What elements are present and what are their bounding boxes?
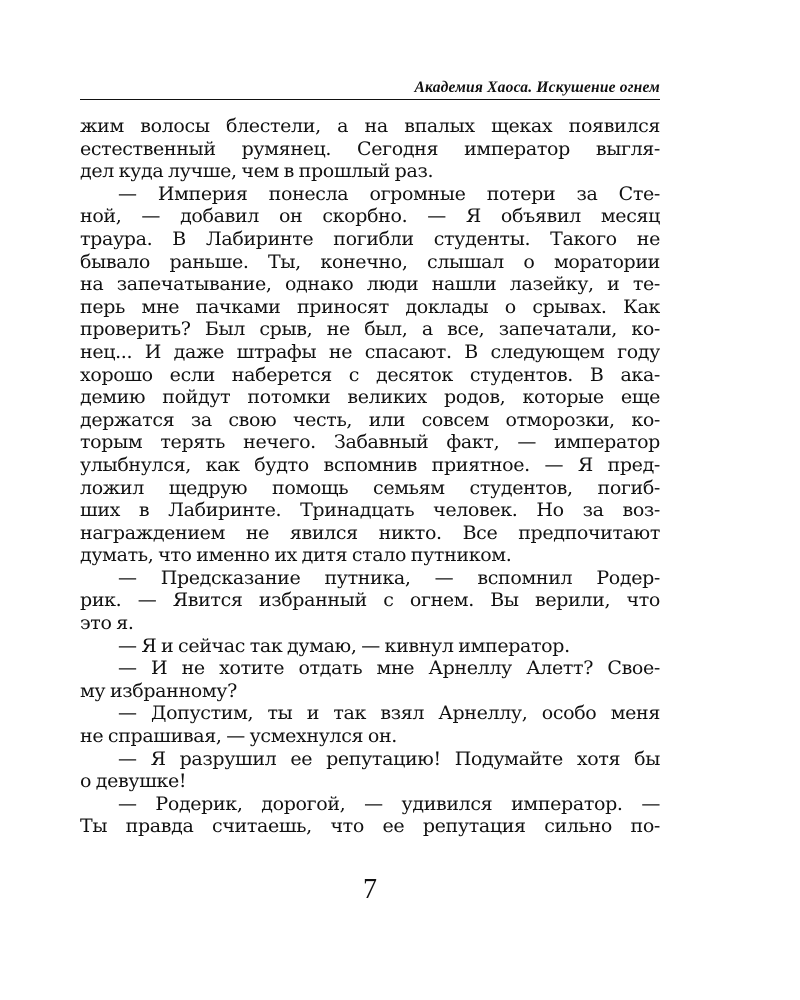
text-line: не спрашивая, — усмехнулся он. <box>80 725 397 748</box>
text-line: рик. — Явится избранный с огнем. Вы верили, что <box>80 589 660 612</box>
text-line: — Предсказание путника, — вспомнил Родер- <box>118 566 660 589</box>
text-line: — Я и сейчас так думаю, — кивнул император. <box>118 634 570 657</box>
text-line: ших в Лабиринте. Тринадцать человек. Но за воз- <box>80 499 660 522</box>
text-line: на запечатывание, однако люди нашли лазейку, и те- <box>80 273 660 296</box>
text-line: — Допустим, ты и так взял Арнеллу, особо меня <box>118 702 660 725</box>
text-line: — Родерик, дорогой, — удивился император. — <box>118 792 660 815</box>
header-rule <box>80 99 660 100</box>
text-line: держатся за свою честь, или совсем отморозки, ко- <box>80 408 660 431</box>
text-line: проверить? Был срыв, не был, а все, запечатали, ко- <box>80 318 660 341</box>
text-line: ложил щедрую помощь семьям студентов, погиб- <box>80 476 660 499</box>
text-line: это я. <box>80 612 134 635</box>
text-line: траура. В Лабиринте погибли студенты. Такого не <box>80 227 660 250</box>
text-line: — Я разрушил ее репутацию! Подумайте хотя бы <box>118 747 660 770</box>
text-line: нец... И даже штрафы не спасают. В следующем году <box>80 340 660 363</box>
text-line: му избранному? <box>80 679 237 702</box>
text-line: бывало раньше. Ты, конечно, слышал о моратории <box>80 250 660 273</box>
text-line: награждением не явился никто. Все предпочитают <box>80 521 660 544</box>
running-header-title: Академия Хаоса. Искушение огнем <box>414 79 660 96</box>
text-line: Ты правда считаешь, что ее репутация сильно по- <box>80 815 660 838</box>
text-line: торым терять нечего. Забавный факт, — император <box>80 431 660 454</box>
text-line: демию пойдут потомки великих родов, которые еще <box>80 386 660 409</box>
text-line: жим волосы блестели, а на впалых щеках появился <box>80 115 660 137</box>
text-line: перь мне пачками приносят доклады о срывах. Как <box>80 295 660 318</box>
text-line: улыбнулся, как будто вспомнив приятное. — Я пред- <box>80 453 660 476</box>
text-line: — И не хотите отдать мне Арнеллу Алетт? Свое- <box>118 657 660 680</box>
text-line: дел куда лучше, чем в прошлый раз. <box>80 160 434 183</box>
text-line: думать, что именно их дитя стало путником. <box>80 544 512 567</box>
text-line: ной, — добавил он скорбно. — Я объявил месяц <box>80 205 660 228</box>
body-text <box>80 115 660 838</box>
text-line: о девушке! <box>80 770 187 793</box>
text-line: — Империя понесла огромные потери за Сте- <box>118 182 660 205</box>
text-line: естественный румянец. Сегодня император выгля- <box>80 137 660 160</box>
text-line: хорошо если наберется с десяток студентов. В ака- <box>80 363 660 386</box>
page-number: 7 <box>363 874 377 905</box>
